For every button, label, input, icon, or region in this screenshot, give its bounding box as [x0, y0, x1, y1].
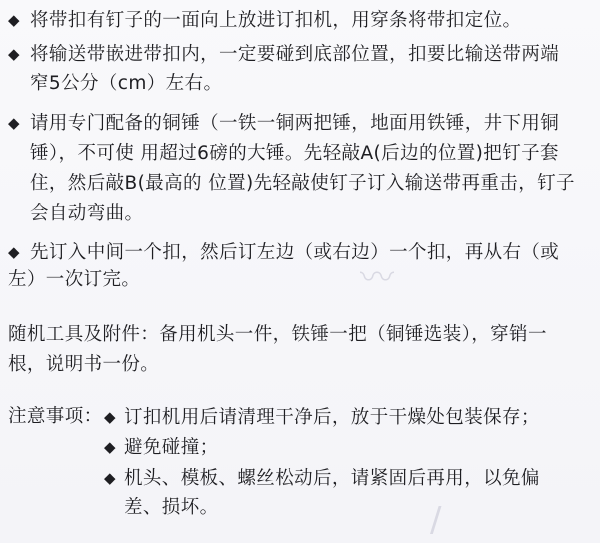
diamond-bullet-icon: ◆	[8, 45, 20, 63]
instruction-4	[8, 240, 559, 265]
instruction-1-line-1: 将带扣有钉子的一面向上放进订扣机，用穿条将带扣定位。	[30, 10, 522, 31]
diamond-bullet-icon: ◆	[104, 408, 116, 426]
diamond-bullet-icon: ◆	[104, 469, 116, 487]
instruction-3-line-4: 会自动弯曲。	[30, 203, 144, 224]
notes-label: 注意事项：	[8, 406, 103, 427]
diamond-bullet-icon: ◆	[8, 114, 20, 132]
notes-item-1	[104, 405, 540, 430]
accessories-line-2: 根，说明书一份。	[8, 354, 160, 375]
diamond-bullet-icon: ◆	[104, 438, 116, 456]
notes-item-1-line-1: 订扣机用后请清理干净后，放于干燥处包装保存；	[124, 407, 540, 428]
diamond-bullet-icon: ◆	[8, 11, 20, 29]
bleed-through-mark: 〰	[360, 258, 394, 298]
instruction-3-line-2: 锤），不可使 用超过6磅的大锤。先轻敲A(后边的位置)把钉子套	[30, 143, 559, 164]
notes-item-2-line-1: 避免碰撞；	[124, 437, 219, 458]
instruction-1	[8, 8, 521, 33]
instruction-2-line-2: 窄5公分（cm）左右。	[30, 73, 223, 94]
bleed-through-mark: /	[430, 500, 442, 540]
notes-item-3-line-1: 机头、模板、螺丝松动后，请紧固后再用，以免偏	[124, 468, 540, 489]
instruction-3	[8, 111, 559, 136]
notes-item-3	[104, 466, 540, 491]
accessories-line-1: 随机工具及附件：备用机头一件，铁锤一把（铜锤选装），穿销一	[8, 324, 547, 345]
notes-item-3-line-2: 差、损坏。	[124, 497, 219, 518]
instruction-3-line-1: 请用专门配备的铜锤（一铁一铜两把锤，地面用铁锤，井下用铜	[30, 113, 560, 134]
notes-item-2	[104, 435, 219, 460]
diamond-bullet-icon: ◆	[8, 243, 20, 261]
instruction-4-line-2: 左）一次订完。	[8, 269, 141, 290]
instruction-2-line-1: 将输送带嵌进带扣内，一定要碰到底部位置，扣要比输送带两端	[30, 44, 560, 65]
instruction-2	[8, 42, 559, 67]
instruction-4-line-1: 先订入中间一个扣，然后订左边（或右边）一个扣，再从右（或	[30, 242, 560, 263]
instruction-3-line-3: 住，然后敲B(最高的 位置)先轻敲使钉子订入输送带再重击，钉子	[30, 173, 575, 194]
